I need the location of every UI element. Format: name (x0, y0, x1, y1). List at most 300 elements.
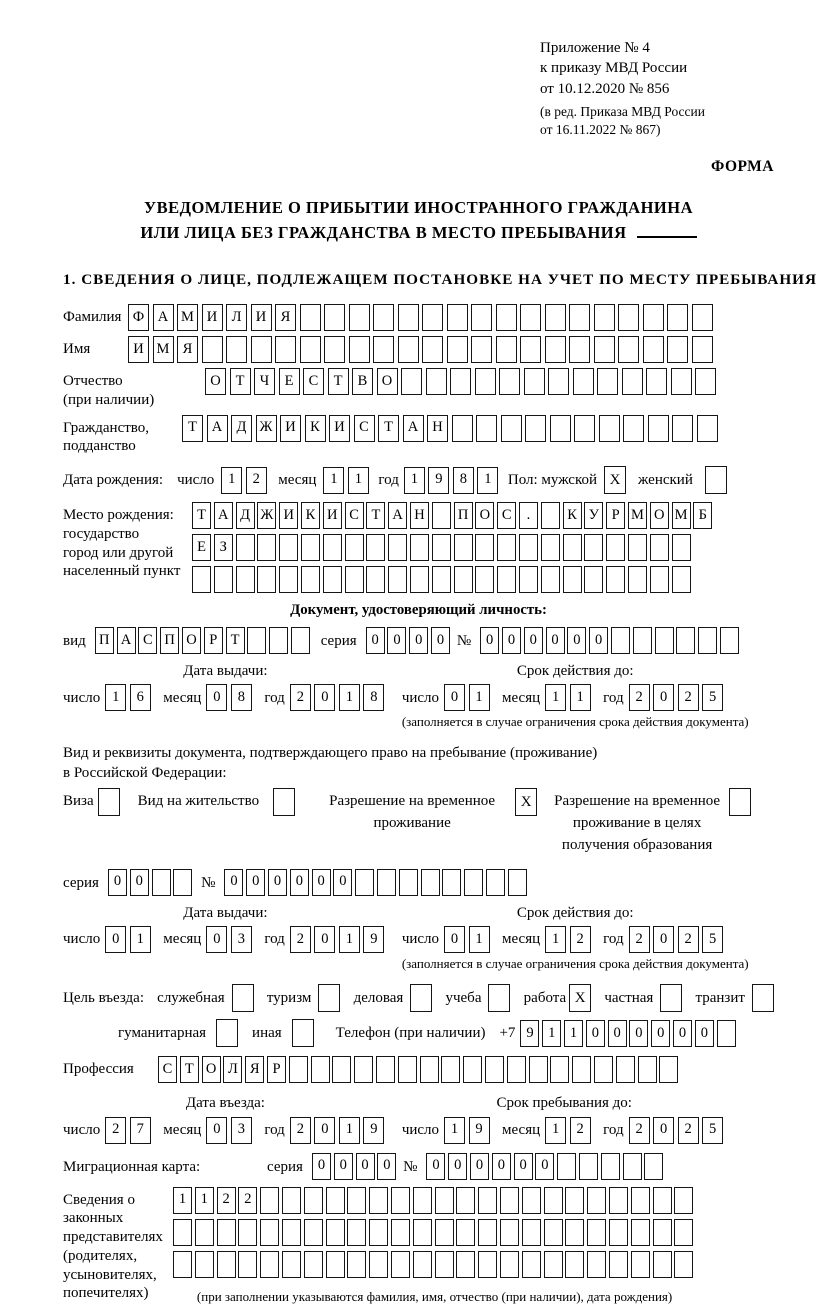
surname-cells (128, 304, 716, 331)
humanitarian-checkbox (216, 1019, 238, 1047)
char-cell (497, 534, 516, 561)
citizenship-row (63, 415, 774, 457)
char-cell (369, 1187, 388, 1214)
char-cell (251, 336, 272, 363)
char-cell (565, 1219, 584, 1246)
char-cell (508, 869, 527, 896)
char-cell (332, 1056, 351, 1083)
entry-day-cells (105, 1117, 154, 1144)
purpose-row2 (63, 1019, 774, 1047)
char-cell (391, 1187, 410, 1214)
char-cell (648, 415, 669, 442)
annex-block (63, 38, 774, 139)
char-cell (671, 368, 692, 395)
doc-series-label: серия (320, 632, 357, 649)
char-cell: 0 (653, 1117, 674, 1144)
day-label: число (177, 472, 215, 488)
char-cell: М (177, 304, 198, 331)
year-label: год (603, 689, 624, 706)
char-cell (520, 304, 541, 331)
birth-date-row (63, 466, 774, 494)
char-cell: 0 (314, 1117, 335, 1144)
annex-amendment-line: (в ред. Приказа МВД России (540, 103, 705, 119)
char-cell (282, 1251, 301, 1278)
char-cell (195, 1219, 214, 1246)
char-cell: 1 (195, 1187, 214, 1214)
identity-issue-group (63, 661, 388, 711)
char-cell (279, 534, 298, 561)
char-cell (522, 1219, 541, 1246)
char-cell: И (280, 415, 301, 442)
char-cell: 0 (312, 869, 331, 896)
char-cell: А (207, 415, 228, 442)
char-cell (720, 627, 739, 654)
char-cell (257, 534, 276, 561)
patronymic-row (63, 368, 774, 410)
char-cell: Р (204, 627, 223, 654)
char-cell (697, 415, 718, 442)
residence-number-label: № (201, 874, 216, 891)
birth-day-cells (221, 467, 270, 494)
char-cell (594, 336, 615, 363)
char-cell (622, 368, 643, 395)
char-cell (260, 1251, 279, 1278)
char-cell: 1 (348, 467, 369, 494)
char-cell: П (454, 502, 473, 529)
residence-series-cells (108, 869, 195, 896)
char-cell (355, 869, 374, 896)
char-cell: 2 (678, 684, 699, 711)
form-title-line1: УВЕДОМЛЕНИЕ О ПРИБЫТИИ ИНОСТРАННОГО ГРАЖДАНИНА (143, 198, 694, 218)
char-cell (152, 869, 171, 896)
char-cell (282, 1219, 301, 1246)
char-cell: 0 (608, 1020, 627, 1047)
representatives-row2-cells (173, 1219, 696, 1246)
char-cell: 0 (387, 627, 406, 654)
char-cell (520, 336, 541, 363)
char-cell: К (305, 415, 326, 442)
given-name-label: Имя (63, 341, 91, 358)
char-cell (587, 1219, 606, 1246)
char-cell: 0 (206, 1117, 227, 1144)
char-cell (410, 534, 429, 561)
char-cell: 5 (702, 684, 723, 711)
char-cell: 1 (339, 1117, 360, 1144)
sex-label: Пол: мужской (507, 472, 598, 488)
char-cell (376, 1056, 395, 1083)
char-cell (644, 1153, 663, 1180)
char-cell (471, 336, 492, 363)
month-label: месяц (502, 1122, 541, 1139)
char-cell (569, 304, 590, 331)
stay-year-cells (629, 1117, 727, 1144)
char-cell (594, 1056, 613, 1083)
char-cell: С (138, 627, 157, 654)
sex-female-checkbox (705, 466, 727, 494)
char-cell (544, 1251, 563, 1278)
char-cell (486, 869, 505, 896)
char-cell (522, 1251, 541, 1278)
char-cell: . (519, 502, 538, 529)
char-cell (452, 415, 473, 442)
char-cell: 0 (333, 869, 352, 896)
char-cell (609, 1187, 628, 1214)
char-cell: 0 (444, 684, 465, 711)
char-cell (373, 336, 394, 363)
surname-row (63, 304, 774, 331)
char-cell (623, 1153, 642, 1180)
doc-kind-cells (95, 627, 313, 654)
char-cell: 1 (105, 684, 126, 711)
expiry-year-cells (629, 926, 727, 953)
char-cell: К (563, 502, 582, 529)
char-cell (628, 566, 647, 593)
char-cell: Л (223, 1056, 242, 1083)
char-cell: С (497, 502, 516, 529)
char-cell (633, 627, 652, 654)
char-cell: 0 (653, 684, 674, 711)
char-cell: А (153, 304, 174, 331)
char-cell: 1 (173, 1187, 192, 1214)
char-cell: 9 (520, 1020, 539, 1047)
char-cell (377, 869, 396, 896)
option-visa: Виза (63, 787, 120, 816)
char-cell (500, 1251, 519, 1278)
phone-label: Телефон (при наличии) (335, 1025, 486, 1042)
char-cell (447, 304, 468, 331)
residence-issue-group (63, 903, 388, 953)
month-label: месяц (278, 472, 317, 488)
char-cell (260, 1187, 279, 1214)
representatives-row (63, 1187, 774, 1305)
char-cell (432, 502, 451, 529)
char-cell: О (475, 502, 494, 529)
doc-kind-label: вид (63, 632, 86, 649)
char-cell (609, 1251, 628, 1278)
char-cell: И (202, 304, 223, 331)
char-cell (426, 368, 447, 395)
char-cell: 1 (545, 684, 566, 711)
char-cell: 2 (570, 1117, 591, 1144)
char-cell: 0 (546, 627, 565, 654)
char-cell (653, 1219, 672, 1246)
char-cell (214, 566, 233, 593)
char-cell (291, 627, 310, 654)
char-cell (247, 627, 266, 654)
char-cell (435, 1187, 454, 1214)
char-cell (573, 368, 594, 395)
char-cell (606, 534, 625, 561)
char-cell (478, 1187, 497, 1214)
char-cell (565, 1251, 584, 1278)
char-cell (606, 566, 625, 593)
char-cell (323, 566, 342, 593)
char-cell (601, 1153, 620, 1180)
char-cell (450, 368, 471, 395)
char-cell: О (205, 368, 226, 395)
char-cell (366, 534, 385, 561)
char-cell: Л (226, 304, 247, 331)
char-cell: 2 (217, 1187, 236, 1214)
char-cell (525, 415, 546, 442)
char-cell (435, 1251, 454, 1278)
char-cell: 0 (567, 627, 586, 654)
char-cell: 0 (524, 627, 543, 654)
day-label: число (401, 931, 440, 948)
char-cell (236, 566, 255, 593)
char-cell: М (672, 502, 691, 529)
char-cell (544, 1219, 563, 1246)
section1-heading: 1. СВЕДЕНИЯ О ЛИЦЕ, ПОДЛЕЖАЩЕМ ПОСТАНОВКЕ НА УЧЕТ ПО МЕСТУ ПРЕБЫВАНИЯ (63, 270, 817, 288)
char-cell (304, 1187, 323, 1214)
char-cell: 5 (702, 926, 723, 953)
char-cell (369, 1219, 388, 1246)
profession-cells (158, 1056, 681, 1083)
migration-card-label: Миграционная карта: (63, 1158, 201, 1175)
char-cell (282, 1187, 301, 1214)
char-cell (674, 1187, 693, 1214)
char-cell: 2 (629, 1117, 650, 1144)
char-cell: Ж (257, 502, 276, 529)
char-cell (618, 304, 639, 331)
stay-until-heading: Срок пребывания до: (496, 1095, 632, 1112)
char-cell (646, 368, 667, 395)
char-cell: 0 (334, 1153, 353, 1180)
char-cell (304, 1251, 323, 1278)
char-cell: 7 (130, 1117, 151, 1144)
representatives-row1-cells (173, 1187, 696, 1214)
char-cell: 0 (206, 684, 227, 711)
char-cell: 0 (653, 926, 674, 953)
char-cell: 0 (695, 1020, 714, 1047)
migration-card-row (63, 1153, 774, 1180)
issue-year-cells (290, 684, 388, 711)
char-cell: 2 (629, 926, 650, 953)
char-cell: Т (182, 415, 203, 442)
char-cell (672, 415, 693, 442)
char-cell (369, 1251, 388, 1278)
char-cell (398, 336, 419, 363)
char-cell: Ф (128, 304, 149, 331)
char-cell (345, 534, 364, 561)
char-cell: 0 (426, 1153, 445, 1180)
char-cell (587, 1251, 606, 1278)
char-cell (345, 566, 364, 593)
stay-day-cells (444, 1117, 493, 1144)
char-cell: 2 (246, 467, 267, 494)
char-cell (413, 1187, 432, 1214)
residence-permit-checkbox (273, 788, 295, 816)
option-temp-residence: Разрешение на временное проживание X (317, 787, 537, 835)
char-cell: 2 (678, 1117, 699, 1144)
char-cell (456, 1187, 475, 1214)
char-cell: 1 (339, 926, 360, 953)
char-cell: Б (693, 502, 712, 529)
char-cell: Е (192, 534, 211, 561)
char-cell (236, 534, 255, 561)
char-cell (692, 336, 713, 363)
char-cell: И (279, 502, 298, 529)
char-cell: Т (328, 368, 349, 395)
char-cell (410, 566, 429, 593)
char-cell (441, 1056, 460, 1083)
residence-expiry-group (402, 903, 749, 973)
char-cell (401, 368, 422, 395)
doc-number-label: № (456, 632, 472, 649)
char-cell (631, 1219, 650, 1246)
char-cell (587, 1187, 606, 1214)
char-cell: К (301, 502, 320, 529)
char-cell: Ж (256, 415, 277, 442)
issue-month-cells (206, 684, 255, 711)
char-cell: 0 (673, 1020, 692, 1047)
char-cell: П (95, 627, 114, 654)
char-cell (475, 566, 494, 593)
char-cell: 8 (231, 684, 252, 711)
char-cell (572, 1056, 591, 1083)
char-cell: 1 (545, 1117, 566, 1144)
char-cell (623, 415, 644, 442)
char-cell: 2 (570, 926, 591, 953)
char-cell (653, 1187, 672, 1214)
tourism-checkbox (318, 984, 340, 1012)
char-cell (519, 566, 538, 593)
sex-female-label: женский (638, 472, 693, 488)
issue-year-cells (290, 926, 388, 953)
year-label: год (264, 931, 285, 948)
char-cell: О (650, 502, 669, 529)
private-checkbox (660, 984, 682, 1012)
char-cell: 2 (105, 1117, 126, 1144)
char-cell (354, 1056, 373, 1083)
month-label: месяц (163, 689, 202, 706)
business-checkbox (410, 984, 432, 1012)
birth-month-cells (323, 467, 372, 494)
char-cell: С (345, 502, 364, 529)
char-cell (301, 534, 320, 561)
char-cell: Н (427, 415, 448, 442)
char-cell: 1 (339, 684, 360, 711)
patronymic-label: Отчество (при наличии) (63, 373, 155, 408)
char-cell (398, 304, 419, 331)
residence-doc-intro: Вид и реквизиты документа, подтверждающего право на пребывание (проживание) в Российской Федерации: (63, 744, 598, 782)
char-cell: 1 (545, 926, 566, 953)
char-cell (326, 1187, 345, 1214)
char-cell (311, 1056, 330, 1083)
char-cell (611, 627, 630, 654)
char-cell (676, 627, 695, 654)
char-cell (569, 336, 590, 363)
day-label: число (401, 1122, 440, 1139)
char-cell: Т (180, 1056, 199, 1083)
char-cell: Т (226, 627, 245, 654)
migration-series-cells (312, 1153, 399, 1180)
char-cell (435, 1219, 454, 1246)
char-cell (422, 304, 443, 331)
char-cell (594, 304, 615, 331)
char-cell: 8 (363, 684, 384, 711)
identity-doc-dates-row (63, 661, 774, 731)
char-cell (399, 869, 418, 896)
expiry-date-heading: Срок действия до: (516, 904, 634, 921)
char-cell (501, 415, 522, 442)
char-cell (260, 1219, 279, 1246)
birth-place-row (63, 502, 774, 593)
issue-day-cells (105, 684, 154, 711)
char-cell (643, 304, 664, 331)
forma-label: ФОРМА (710, 158, 774, 176)
char-cell (464, 869, 483, 896)
purpose-label: Цель въезда: (63, 990, 144, 1007)
char-cell (304, 1219, 323, 1246)
char-cell: 9 (363, 1117, 384, 1144)
identity-doc-heading: Документ, удостоверяющий личность: (290, 602, 547, 619)
month-label: месяц (502, 931, 541, 948)
expiry-note: (заполняется в случае ограничения срока действия документа) (401, 955, 749, 971)
char-cell (628, 534, 647, 561)
char-cell (563, 534, 582, 561)
migration-series-label: серия (267, 1158, 303, 1175)
stay-month-cells (545, 1117, 594, 1144)
char-cell: О (182, 627, 201, 654)
entry-month-cells (206, 1117, 255, 1144)
char-cell: И (323, 502, 342, 529)
char-cell (550, 1056, 569, 1083)
char-cell: 0 (480, 627, 499, 654)
expiry-note: (заполняется в случае ограничения срока действия документа) (401, 714, 749, 730)
char-cell (192, 566, 211, 593)
char-cell: Р (606, 502, 625, 529)
char-cell (432, 566, 451, 593)
form-title-line2: ИЛИ ЛИЦА БЕЗ ГРАЖДАНСТВА В МЕСТО ПРЕБЫВАНИЯ (63, 221, 774, 246)
issue-date-heading: Дата выдачи: (183, 904, 268, 921)
char-cell (609, 1219, 628, 1246)
char-cell (698, 627, 717, 654)
char-cell (202, 336, 223, 363)
char-cell (420, 1056, 439, 1083)
char-cell: Н (410, 502, 429, 529)
char-cell: Т (366, 502, 385, 529)
char-cell (238, 1219, 257, 1246)
char-cell: С (303, 368, 324, 395)
char-cell (454, 534, 473, 561)
char-cell: А (403, 415, 424, 442)
char-cell (599, 415, 620, 442)
char-cell: 0 (206, 926, 227, 953)
char-cell: 1 (444, 1117, 465, 1144)
day-label: число (63, 689, 101, 706)
char-cell (388, 534, 407, 561)
study-checkbox (488, 984, 510, 1012)
char-cell: О (377, 368, 398, 395)
surname-label: Фамилия (63, 309, 122, 326)
char-cell (373, 304, 394, 331)
birth-place-row1-cells (192, 502, 715, 529)
char-cell (300, 336, 321, 363)
annex-amendment-line: от 16.11.2022 № 867) (540, 121, 661, 137)
day-label: число (63, 931, 101, 948)
char-cell (557, 1153, 576, 1180)
char-cell (667, 336, 688, 363)
char-cell: В (352, 368, 373, 395)
char-cell (519, 534, 538, 561)
expiry-month-cells (545, 684, 594, 711)
char-cell (667, 304, 688, 331)
char-cell (478, 1251, 497, 1278)
char-cell: М (628, 502, 647, 529)
char-cell (541, 502, 560, 529)
birth-date-label: Дата рождения: (63, 472, 164, 488)
